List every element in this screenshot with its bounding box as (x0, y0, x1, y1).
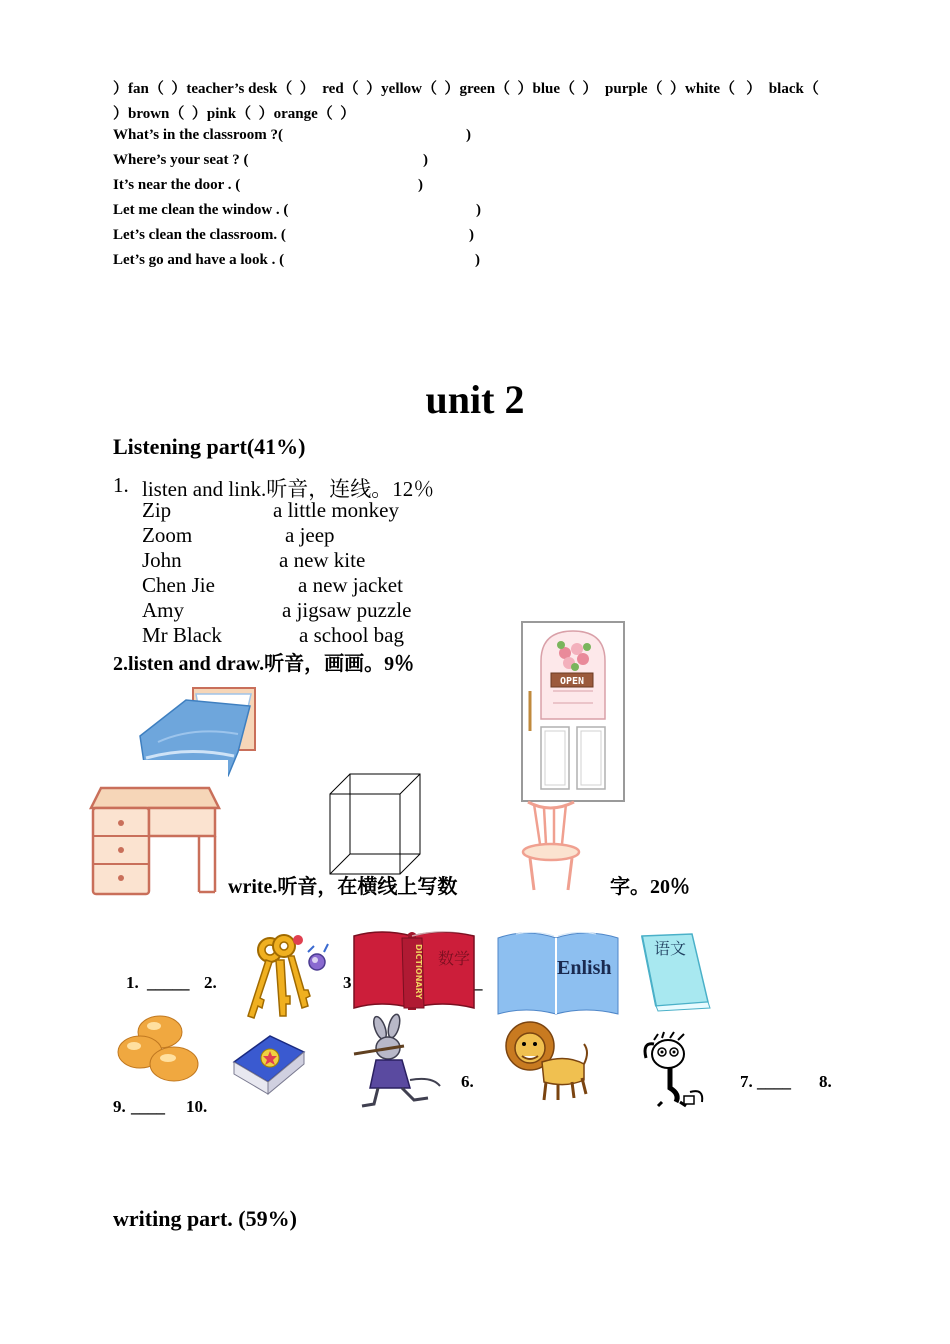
math-book-label: 数学 (438, 949, 471, 968)
open-sign-text: OPEN (559, 676, 585, 687)
close-paren: ) (466, 127, 471, 143)
dictionary-spine-text: DICTIONARY (414, 944, 423, 1000)
item-10-number: 10. (186, 1097, 208, 1116)
item-9-blank: ____ (131, 1097, 165, 1116)
unit-title: unit 2 (425, 377, 525, 422)
english-book-picture (496, 928, 620, 1016)
question-1 (113, 127, 493, 144)
keys-picture (240, 928, 330, 1022)
section-1-instruction: listen and link.听音，连线。12％ (142, 477, 435, 501)
question-5 (113, 227, 493, 244)
listening-heading: Listening part(41%) (113, 434, 306, 459)
bed-picture (138, 686, 258, 778)
desk-picture (89, 786, 221, 896)
close-paren: ) (469, 227, 474, 243)
item-6-number: 6. (461, 1072, 474, 1091)
eggs-picture (118, 1012, 202, 1084)
monkey-picture (640, 1032, 710, 1108)
item-7-number: 7. (740, 1072, 753, 1091)
question-3 (113, 177, 493, 194)
link-item-kite: a new kite (279, 548, 366, 572)
link-item-monkey: a little monkey (273, 498, 399, 522)
item-3-blank: _ (474, 973, 483, 992)
section-3-instruction-a: write.听音，在横线上写数 (228, 876, 458, 898)
dictionary-picture (352, 928, 476, 1014)
link-item-school-bag: a school bag (299, 623, 404, 647)
link-item-jacket: a new jacket (298, 573, 403, 597)
link-item-jigsaw: a jigsaw puzzle (282, 598, 412, 622)
link-name-amy: Amy (142, 598, 184, 622)
color-words-line-2: ）brown（ ）pink（ ）orange（ ） (113, 106, 356, 122)
item-2-number: 2. (204, 973, 217, 992)
eraser-picture (230, 1032, 308, 1096)
color-words-line-1: ）fan（ ）teacher’s desk（ ） red（ ）yellow（ ）green（ ）blue（ ） purple（ ）white（ ） black（ (113, 81, 819, 97)
item-3-number: 3 (343, 973, 352, 992)
english-book-label: Enlish (557, 957, 612, 979)
link-name-john: John (142, 548, 182, 572)
question-text: What’s in the classroom ?( (113, 127, 283, 143)
section-1-number: 1. (113, 473, 129, 497)
question-text: It’s near the door . ( (113, 177, 241, 193)
rabbit-picture (352, 1016, 448, 1108)
close-paren: ) (418, 177, 423, 193)
close-paren: ) (423, 152, 428, 168)
question-2 (113, 152, 493, 169)
question-text: Let’s go and have a look . ( (113, 252, 285, 268)
link-item-jeep: a jeep (285, 523, 335, 547)
question-text: Let’s clean the classroom. ( (113, 227, 286, 243)
question-text: Where’s your seat ? ( (113, 152, 249, 168)
item-8-number: 8. (819, 1072, 832, 1091)
chinese-book-label: 语文 (654, 939, 687, 958)
link-name-mr-black: Mr Black (142, 623, 222, 647)
link-name-zoom: Zoom (142, 523, 193, 547)
box-picture (328, 772, 424, 876)
writing-heading: writing part. (59%) (113, 1206, 297, 1231)
chair-picture (520, 800, 582, 892)
item-9-number: 9. (113, 1097, 126, 1116)
item-7-blank: ____ (757, 1072, 791, 1091)
question-text: Let me clean the window . ( (113, 202, 289, 218)
section-2-instruction: 2.listen and draw.听音，画画。9％ (113, 653, 415, 675)
lion-picture (504, 1018, 590, 1102)
link-name-chen-jie: Chen Jie (142, 573, 215, 597)
question-6 (113, 252, 493, 269)
close-paren: ) (476, 202, 481, 218)
close-paren: ) (475, 252, 480, 268)
section-3-instruction-b: 字。20％ (610, 876, 690, 898)
door-picture (521, 621, 625, 802)
link-name-zip: Zip (142, 498, 172, 522)
chinese-book-picture (640, 932, 712, 1012)
question-4 (113, 202, 493, 219)
item-1-blank: _____ (147, 973, 190, 992)
item-1-number: 1. (126, 973, 139, 992)
